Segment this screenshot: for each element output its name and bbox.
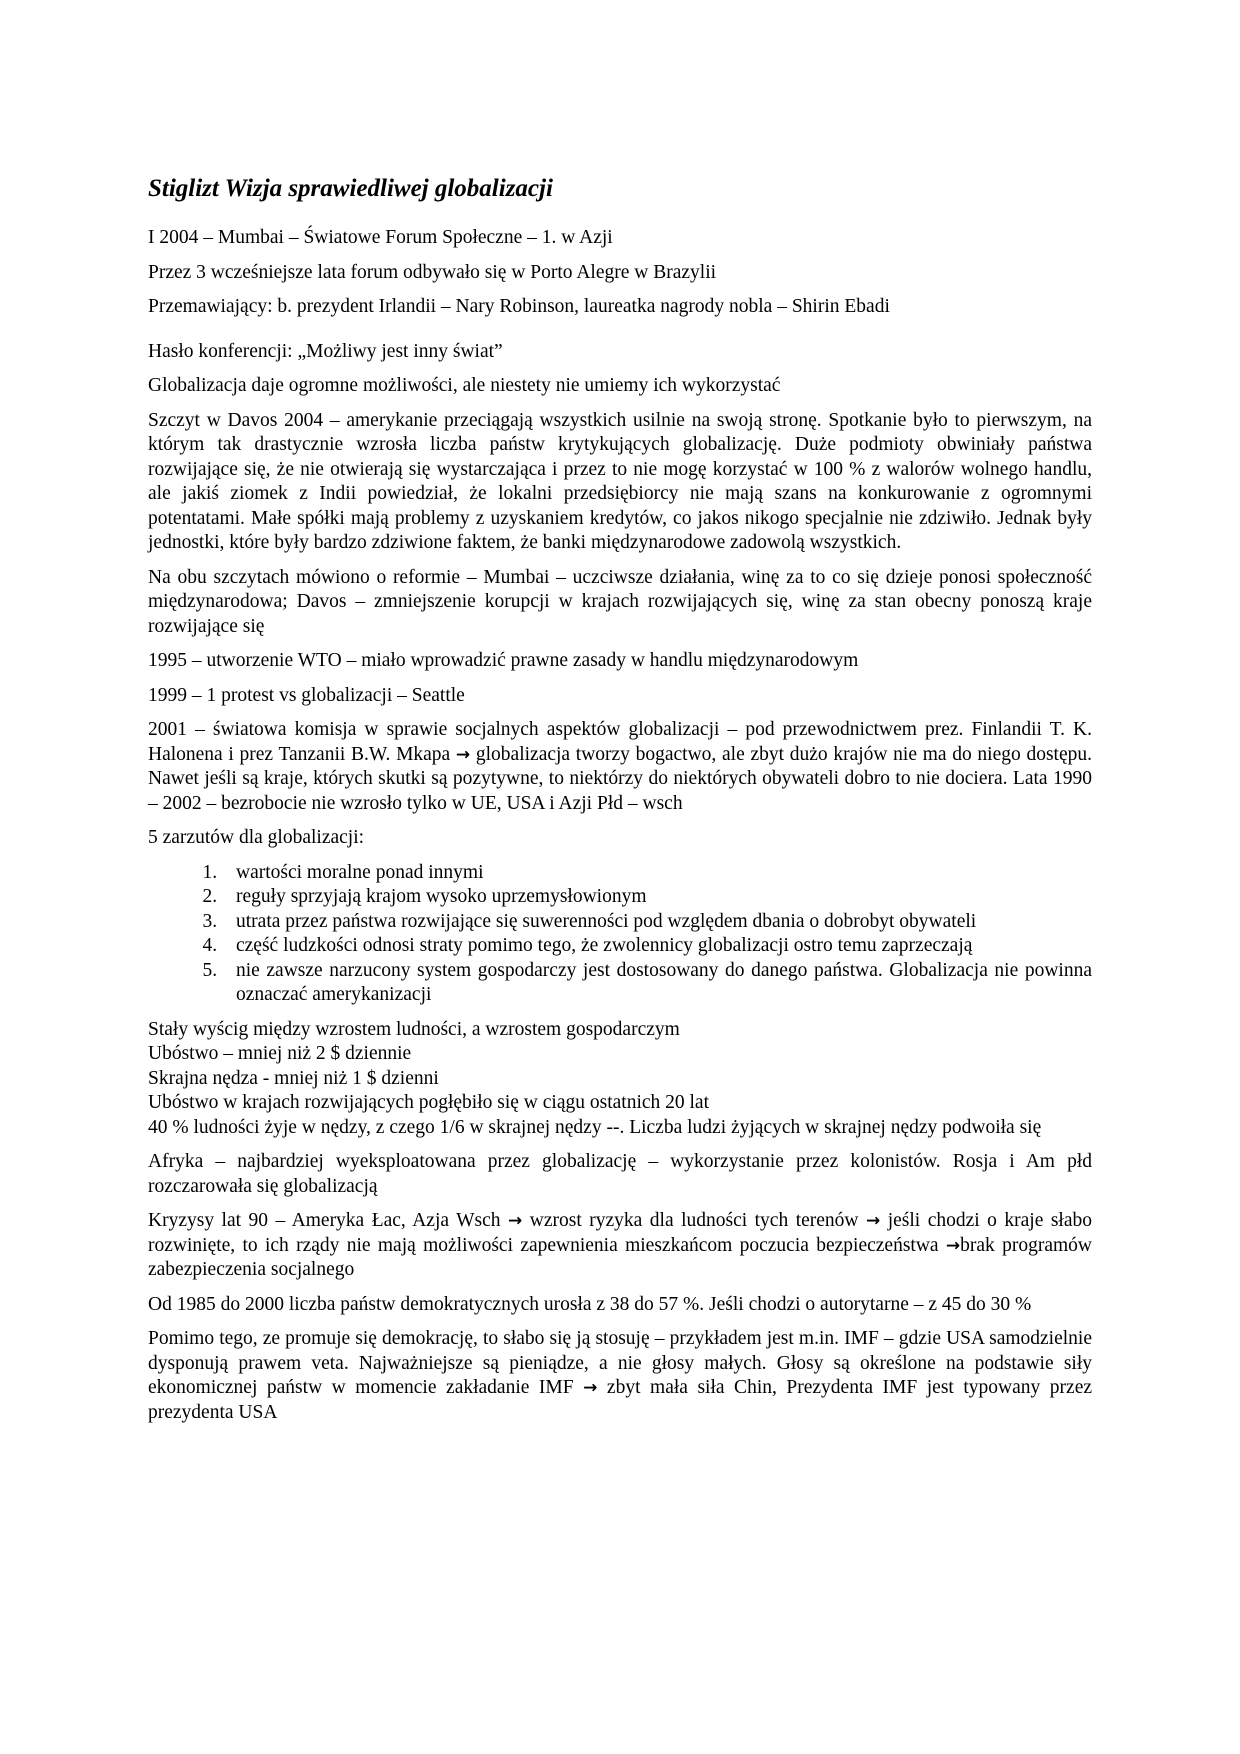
imf-text-2: zbyt mała siła Chin, Prezydenta IMF jest typowany przez prezydenta USA	[148, 1377, 1092, 1423]
africa-paragraph: Afryka – najbardziej wyeksploatowana przez globalizację – wykorzystanie przez kolonistów. Rosja i Am płd rozczarowała się globalizacją	[148, 1151, 1092, 1197]
imf-text-1: Pomimo tego, ze promuje się demokrację, to słabo się ją stosuję – przykładem jest m.in. IMF – gdzie USA samodzielnie dysponują prawem veta. Najważniejsze są pieniądze, a nie głosy małych. Głosy są określone na podstawie siły ekonomicznej państw w momencie zakładanie IMF	[148, 1328, 1092, 1398]
imf-paragraph	[148, 1327, 1092, 1425]
document-title: Stiglizt Wizja sprawiedliwej globalizacji	[148, 175, 553, 202]
arrow-right-icon: →	[945, 1235, 961, 1256]
seattle-line: 1999 – 1 protest vs globalizacji – Seattle	[148, 684, 465, 706]
reform-paragraph: Na obu szczytach mówiono o reformie – Mumbai – uczciwsze działania, winę za to co się dzieje ponosi społeczność międzynarodowa; Davos – zmniejszenie korupcji w krajach rozwijających się, winę za stan obecny ponoszą kraje rozwijające się	[148, 566, 1092, 637]
poverty-line-4: Ubóstwo w krajach rozwijających pogłębiło się w ciągu ostatnich 20 lat	[148, 1092, 710, 1113]
commission-text-end: globalizacja tworzy bogactwo, ale zbyt dużo krajów nie ma do niego dostępu. Nawet jeśli są kraje, których skutki są pozytywne, to niektórzy do niektórych obywateli dobro to nie dociera. Lata 1990 – 2002 – bezrobocie nie wzrosło tylko w UE, USA i Azji Płd – wsch	[148, 743, 1092, 814]
list-item: 5. nie zawsze narzucony system gospodarczy jest dostosowany do danego państwa. Globalizacja nie powinna oznaczać amerykanizacji	[222, 959, 1092, 1008]
crisis-paragraph	[148, 1209, 1092, 1283]
list-item: 2. reguły sprzyjają krajom wysoko uprzemysłowionym	[222, 885, 1092, 910]
crisis-text-4: brak programów zabezpieczenia socjalnego	[148, 1234, 1093, 1280]
wto-line: 1995 – utworzenie WTO – miało wprowadzić prawne zasady w handlu międzynarodowym	[148, 650, 859, 671]
list-item: 3. utrata przez państwa rozwijające się suwerenności pod względem dbania o dobrobyt obywateli	[222, 910, 1092, 935]
conference-slogan: Hasło konferencji: „Możliwy jest inny świat”	[148, 340, 503, 362]
arrow-right-icon: →	[865, 1211, 881, 1231]
arrow-right-icon: →	[508, 1211, 523, 1231]
charges-list	[148, 861, 1092, 1008]
charges-heading: 5 zarzutów dla globalizacji:	[148, 827, 365, 848]
poverty-line-5: 40 % ludności żyje w nędzy, z czego 1/6 w skrajnej nędzy --. Liczba ludzi żyjących w skrajnej nędzy podwoiła się	[148, 1116, 1042, 1138]
poverty-line-3: Skrajna nędza - mniej niż 1 $ dzienni	[148, 1067, 439, 1089]
davos-paragraph: Szczyt w Davos 2004 – amerykanie przeciągają wszystkich usilnie na swoją stronę. Spotkanie było to pierwszym, na którym tak drastycznie wzrosła liczba państw krytykujących globalizację. Duże podmioty obwiniały państwa rozwijające się, że nie otwierają się wystarczająca i przez to nie mogę korzystać w 100 % z walorów wolnego handlu, ale jakiś ziomek z Indii powiedział, że lokalni przedsiębiorcy nie mają szans na konkurowanie z ogromnymi potentatami. Małe spółki mają problemy z uzyskaniem kredytów, co jakos nikogo specjalnie nie zdziwiło. Jednak były jednostki, które były bardzo zdziwione faktem, że banki międzynarodowe zadowolą wszystkich.	[148, 409, 1092, 553]
document-page	[148, 172, 1092, 1435]
list-item: 4. część ludzkości odnosi straty pomimo tego, że zwolennicy globalizacji ostro temu zaprzeczają	[222, 934, 1092, 959]
arrow-right-icon: →	[455, 744, 471, 765]
crisis-text-3: jeśli chodzi o kraje słabo rozwinięte, to ich rządy nie mają możliwości zapewnienia mieszkańcom poczucia bezpieczeństwa	[148, 1210, 1093, 1256]
crisis-text-2: wzrost ryzyka dla ludności tych terenów	[529, 1210, 859, 1231]
globalization-line: Globalizacja daje ogromne możliwości, ale niestety nie umiemy ich wykorzystać	[148, 375, 781, 396]
poverty-block	[148, 1018, 1092, 1141]
list-item: 1. wartości moralne ponad innymi	[222, 861, 1092, 886]
crisis-text-1: Kryzysy lat 90 – Ameryka Łac, Azja Wsch	[148, 1210, 501, 1231]
intro-line-2: Przez 3 wcześniejsze lata forum odbywało się w Porto Alegre w Brazylii	[148, 261, 717, 283]
commission-text-start: 2001 – światowa komisja w sprawie socjalnych aspektów globalizacji – pod przewodnictwem prez. Finlandii T. K. Halonena i prez Tanzanii B.W. Mkapa	[148, 719, 1092, 765]
arrow-right-icon: →	[583, 1378, 598, 1398]
poverty-line-2: Ubóstwo – mniej niż 2 $ dziennie	[148, 1043, 412, 1064]
democracy-line: Od 1985 do 2000 liczba państw demokratycznych urosła z 38 do 57 %. Jeśli chodzi o autorytarne – z 45 do 30 %	[148, 1293, 1032, 1315]
intro-line-1: I 2004 – Mumbai – Światowe Forum Społeczne – 1. w Azji	[148, 227, 613, 248]
intro-line-3: Przemawiający: b. prezydent Irlandii – Nary Robinson, laureatka nagrody nobla – Shirin Ebadi	[148, 296, 890, 317]
commission-paragraph	[148, 718, 1092, 816]
poverty-line-1: Stały wyścig między wzrostem ludności, a wzrostem gospodarczym	[148, 1018, 680, 1040]
